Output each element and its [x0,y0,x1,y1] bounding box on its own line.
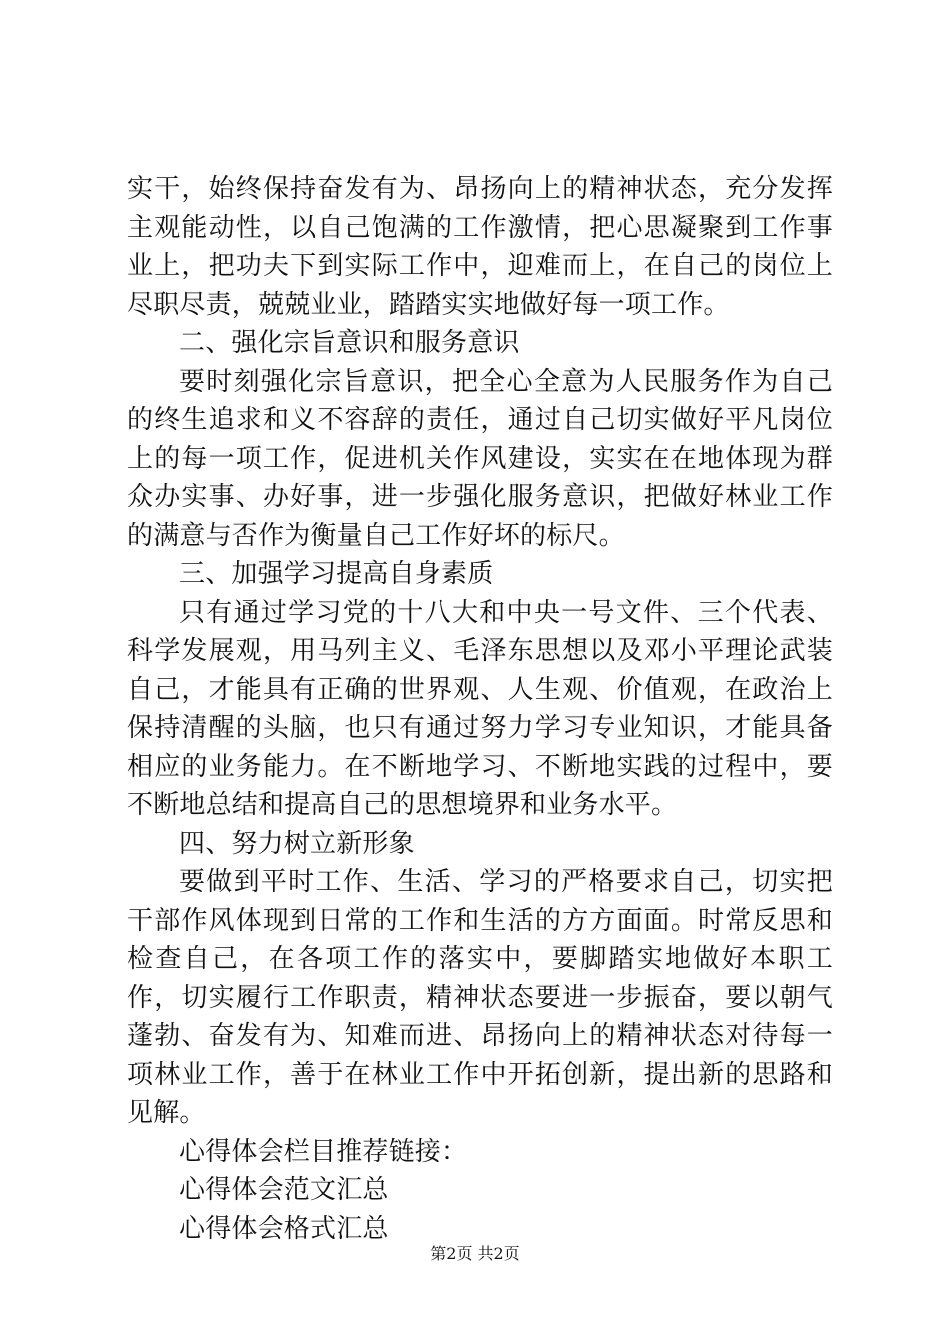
page-number-footer: 第2页 共2页 [430,1244,520,1263]
recommended-links-heading: 心得体会栏目推荐链接： [179,1136,468,1167]
paragraph-new-image: 要做到平时工作、生活、学习的严格要求自己，切实把干部作风体现到日常的工作和生活的方方面面。时常反思和检查自己，在各项工作的落实中，要脚踏实地做好本职工作，切实履行工作职责，精神状态要进一步振奋，要以朝气蓬勃、奋发有为、知难而进、昂扬向上的精神状态对待每一项林业工作，善于在林业工作中开拓创新，提出新的思路和见解。 [127,867,833,1128]
paragraph-service-awareness: 要时刻强化宗旨意识，把全心全意为人民服务作为自己的终生追求和义不容辞的责任，通过自己切实做好平凡岗位上的每一项工作，促进机关作风建设，实实在在地体现为群众办实事、办好事，进一步强化服务意识，把做好林业工作的满意与否作为衡量自己工作好坏的标尺。 [127,366,833,551]
paragraph-study: 只有通过学习党的十八大和中央一号文件、三个代表、科学发展观，用马列主义、毛泽东思想以及邓小平理论武装自己，才能具有正确的世界观、人生观、价值观，在政治上保持清醒的头脑，也只有通过努力学习专业知识，才能具备相应的业务能力。在不断地学习、不断地实践的过程中，要不断地总结和提高自己的思想境界和业务水平。 [127,597,833,820]
section-heading-3: 三、加强学习提高自身素质 [179,559,494,589]
section-heading-4: 四、努力树立新形象 [179,828,415,859]
document-body [127,170,833,1248]
section-heading-2: 二、强化宗旨意识和服务意识 [179,328,520,358]
link-essay-collection[interactable]: 心得体会范文汇总 [179,1175,389,1205]
link-format-collection[interactable]: 心得体会格式汇总 [179,1213,389,1244]
paragraph-continuation: 实干，始终保持奋发有为、昂扬向上的精神状态，充分发挥主观能动性，以自己饱满的工作激情，把心思凝聚到工作事业上，把功夫下到实际工作中，迎难而上，在自己的岗位上尽职尽责，兢兢业业，踏踏实实地做好每一项工作。 [127,174,833,320]
